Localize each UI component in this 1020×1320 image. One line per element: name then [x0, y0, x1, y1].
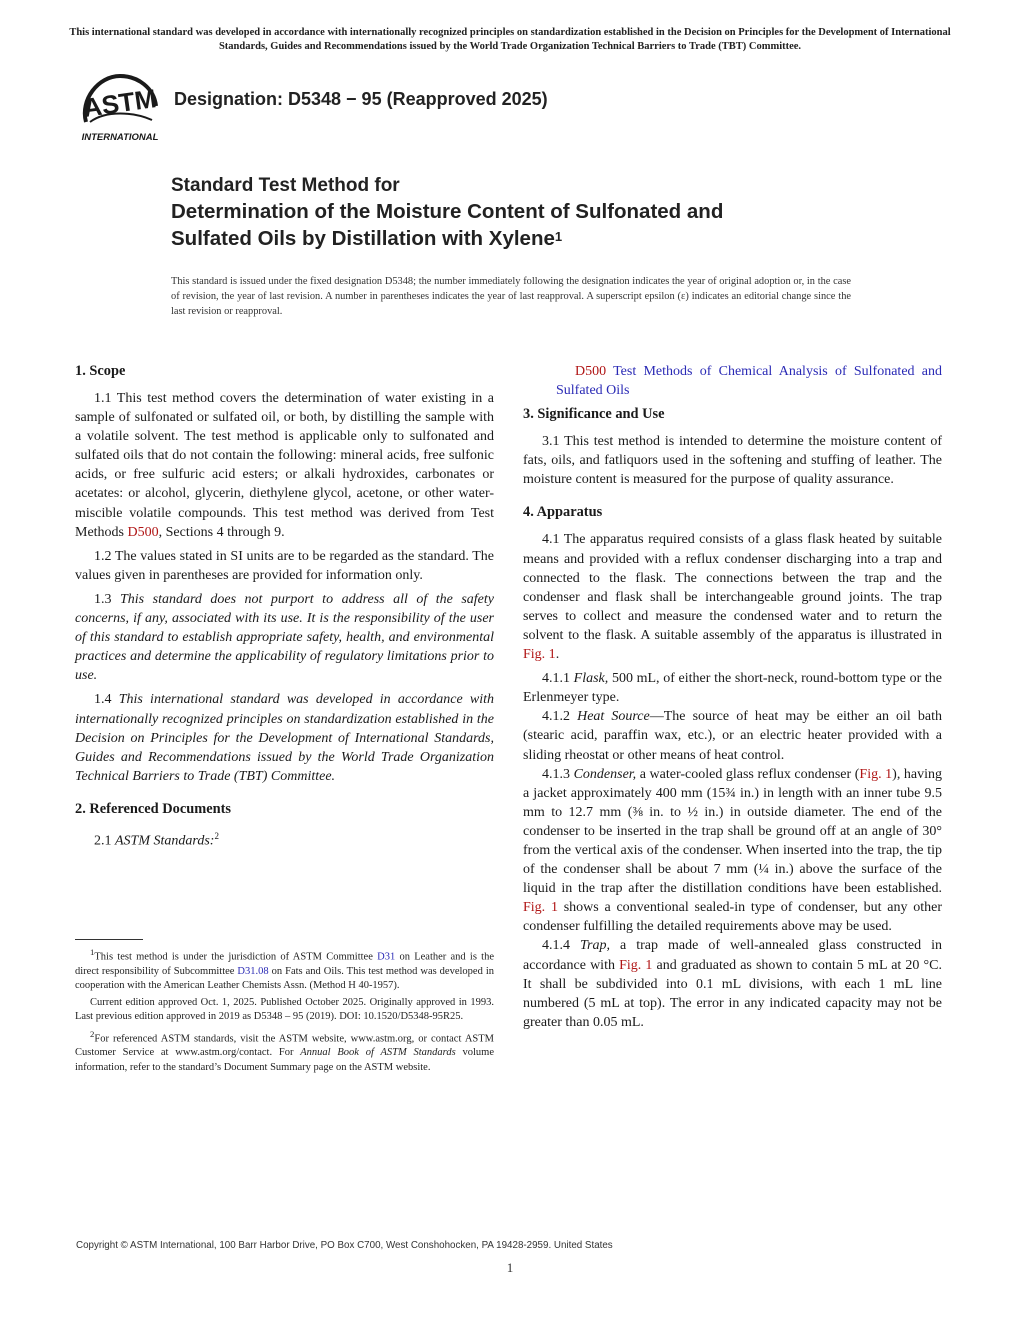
- footnotes: [75, 945, 494, 1077]
- referenced-standard-d500: D500 Test Methods of Chemical Analysis of Sulfonated and Sulfated Oils: [556, 364, 942, 399]
- paragraph-4-1-1: 4.1.1 Flask, 500 mL, of either the short-neck, round-bottom type or the Erlenmeyer type.: [523, 671, 942, 706]
- international-standard-notice: This international standard was developed in accordance with internationally recognized principles on standardization established in the Decision on Principles for the Development of International Standards, Guides and Recommendations issued by the World Trade Organization Technical Barriers to Trade (TBT) Committee.: [69, 27, 951, 52]
- right-column: [523, 362, 942, 1037]
- copyright-line: Copyright © ASTM International, 100 Barr Harbor Drive, PO Box C700, West Conshohocken, PA 19428-2959. United States: [76, 1240, 613, 1251]
- subcommittee-link-d31-08[interactable]: D31.08: [237, 965, 269, 977]
- title-line-3: Sulfated Oils by Distillation with Xylene: [171, 227, 555, 250]
- document-title: [171, 174, 851, 252]
- paragraph-1-3: 1.3 This standard does not purport to address all of the safety concerns, if any, associated with its use. It is the responsibility of the user of this standard to establish appropriate safety, health, and environmental practices and determine the applicability of regulatory limitations prior to use.: [75, 591, 494, 684]
- fig-1-link[interactable]: Fig. 1: [523, 647, 556, 663]
- paragraph-4-1: 4.1 The apparatus required consists of a glass flask heated by suitable means and provided with a reflux condenser discharging into a trap and connected to the flask. The connections between the trap and the condenser and flask shall be interchangeable ground joints. The trap serves to collect and measure the condensed water and to return the solvent to the flask. A suitable assembly of the apparatus is illustrated in Fig. 1.: [523, 532, 942, 663]
- svg-text:INTERNATIONAL: INTERNATIONAL: [81, 132, 159, 143]
- preamble: This standard is issued under the fixed designation D5348; the number immediately following the designation indicates the year of original adoption or, in the case of revision, the year of last revision. A number in parentheses indicates the year of last reapproval. A superscript epsilon (ε) indicates an editorial change since the last revision or reapproval.: [171, 276, 851, 317]
- designation: Designation: D5348 − 95 (Reapproved 2025): [174, 89, 548, 109]
- title-line-2: Determination of the Moisture Content of Sulfonated and: [171, 200, 724, 223]
- paragraph-4-1-4: 4.1.4 Trap, a trap made of well-annealed glass constructed in accordance with Fig. 1 and graduated as shown to contain 5 mL at 20 °C. It shall be subdivided into 0.1 mL divisions, with each 1 mL line numbered (5 mL at top). The error in any indicated capacity may not be greater than 0.05 mL.: [523, 938, 942, 1030]
- footnote-rule: [75, 939, 143, 940]
- ref-code-d500[interactable]: D500: [575, 364, 607, 379]
- paragraph-4-1-3: 4.1.3 Condenser, a water-cooled glass reflux condenser (Fig. 1), having a jacket approximately 400 mm (15¾ in.) in length with an inner tube 9.5 mm to 12.7 mm (⅜ in. to ½ in.) in outside diameter. The end of the condenser to be inserted in the trap shall be ground off at an angle of 30° from the vertical axis of the condenser. When inserted into the trap, the tip of the condenser shall be about 7 mm (¼ in.) above the surface of the liquid in the trap after the distillation conditions have been established. Fig. 1 shows a conventional sealed-in type of condenser, but any other condenser fulfilling the detailed requirements above may be used.: [523, 766, 942, 935]
- section-heading-apparatus: 4. Apparatus: [523, 504, 603, 521]
- paragraph-4-1-2: 4.1.2 Heat Source—The source of heat may be either an oil bath (stearic acid, paraffin wax, etc.), or an electric heater provided with a sliding rheostat or other means of heat control.: [523, 709, 942, 763]
- page-number: 1: [506, 1260, 514, 1275]
- title-line-1: Standard Test Method for: [171, 175, 400, 196]
- astm-logo: [76, 70, 164, 144]
- fig-1-link[interactable]: Fig. 1: [859, 766, 893, 782]
- section-heading-referenced-documents: 2. Referenced Documents: [75, 800, 231, 817]
- section-heading-significance: 3. Significance and Use: [523, 406, 665, 423]
- committee-link-d31[interactable]: D31: [377, 951, 396, 963]
- paragraph-2-1: 2.1 ASTM Standards:$^2$: [94, 830, 219, 849]
- paragraph-3-1: 3.1 This test method is intended to determine the moisture content of fats, oils, and fatliquors used in the softening and stuffing of leather. The moisture content is measured for the purpose of quality assurance.: [523, 434, 942, 488]
- footnote-2: $^2$For referenced ASTM standards, visit the ASTM website, www.astm.org, or contact ASTM Customer Service at www.astm.org/contact. For Annual Book of ASTM Standards volume information, refer to the standard’s Document Summary page on the ASTM website.: [75, 1028, 494, 1073]
- fig-1-link[interactable]: Fig. 1: [523, 900, 558, 916]
- section-heading-scope: 1. Scope: [75, 363, 126, 379]
- ref-link-d500[interactable]: D500: [127, 524, 159, 540]
- paragraph-1-1: 1.1 This test method covers the determination of water existing in a sample of sulfonated or sulfated oil, or both, by distilling the sample with a volatile solvent. The test method is applicable only to sulfonated and sulfated oils that do not contain the following: mineral acids, free sulfonic acids, or free sulfuric acid esters; or alkali hydroxides, carbonates or acetates: or alcohol, glycerin, diethylene glycol, acetone, or other water-miscible volatile compounds. This test method was derived from Test Methods D500, Sections 4 through 9.: [75, 391, 494, 540]
- footnote-1: $^1$This test method is under the jurisdiction of ASTM Committee D31 on Leather and is the direct responsibility of Subcommittee D31.08 on Fats and Oils. This test method was developed in cooperation with the American Leather Chemists Assn. (Method H 40-1957).: [75, 947, 494, 992]
- footnote-marker-2[interactable]: 2: [214, 830, 219, 841]
- paragraph-1-2: 1.2 The values stated in SI units are to be regarded as the standard. The values given in parentheses are provided for information only.: [75, 548, 494, 583]
- paragraph-1-4: 1.4 This international standard was developed in accordance with internationally recognized principles on standardization established in the Decision on Principles for the Development of International Standards, Guides and Recommendations issued by the World Trade Organization Technical Barriers to Trade (TBT) Committee.: [75, 692, 495, 784]
- left-column: [75, 362, 494, 856]
- fig-1-link[interactable]: Fig. 1: [619, 957, 653, 973]
- title-footnote-marker[interactable]: 1: [554, 229, 563, 244]
- footnote-edition: Current edition approved Oct. 1, 2025. Published October 2025. Originally approved in 1993. Last previous edition approved in 2019 as D5348 – 95 (2019). DOI: 10.1520/D5348-95R25.: [75, 996, 494, 1023]
- svg-text:ASTM: ASTM: [81, 83, 159, 124]
